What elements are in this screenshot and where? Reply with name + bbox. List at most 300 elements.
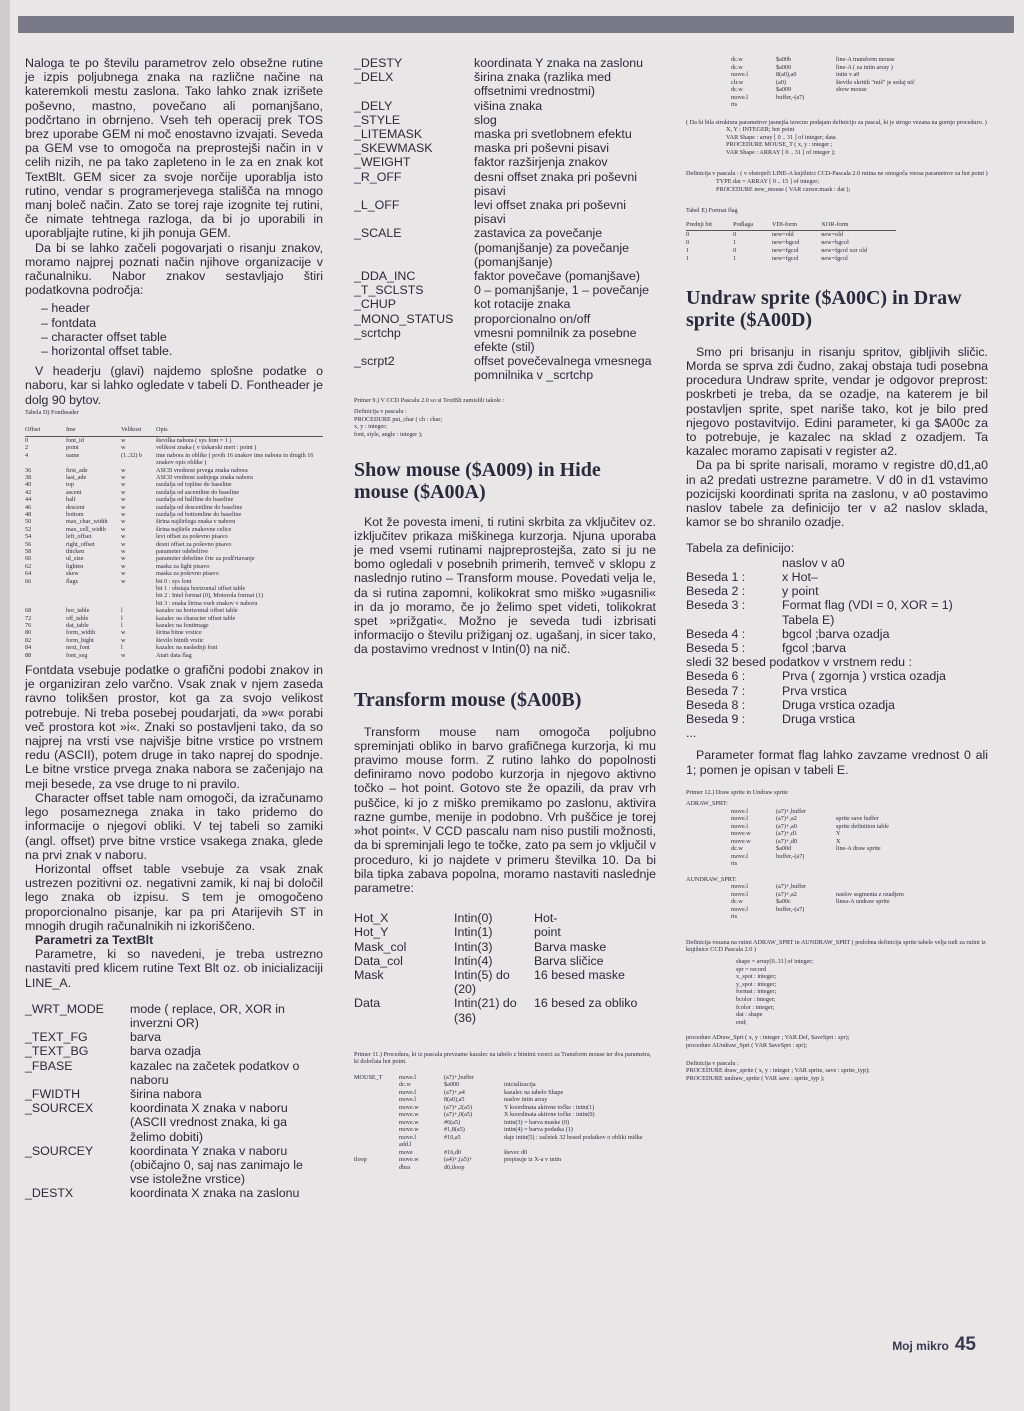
table-cell: l	[121, 622, 123, 630]
table-cell: w	[121, 436, 126, 444]
table-cell: form_hight	[66, 636, 94, 644]
code-cell	[776, 860, 836, 868]
code-line: spr = record	[736, 965, 766, 973]
code-row	[354, 1096, 656, 1104]
code-cell	[776, 913, 836, 921]
table-cell: 1	[686, 254, 690, 262]
param-name: _T_SCLSTS	[354, 283, 424, 298]
code-cell	[686, 86, 731, 94]
table-cell: razdalja od bottomline do baseline	[156, 510, 242, 518]
param-desc: desni offset znaka pri poševni pisavi	[474, 169, 638, 198]
code-cell: (a7)+,a0	[776, 822, 797, 830]
code-cell	[686, 823, 731, 831]
table-cell: half	[66, 496, 76, 504]
code-cell	[776, 876, 836, 884]
table-cell: 54	[25, 533, 32, 541]
code-row	[354, 1089, 656, 1097]
code-cell: tloop	[354, 1156, 367, 1164]
param-name: _DESTY	[354, 56, 403, 70]
page-number: 45	[954, 1334, 976, 1355]
code-row	[354, 1164, 656, 1172]
param-name: _L_OFF	[354, 198, 400, 213]
param-name: _DDA_INC	[354, 269, 416, 284]
param-name: Beseda 5 :	[686, 640, 746, 655]
code-cell	[731, 800, 776, 808]
code-cell: move.l	[731, 807, 749, 815]
code-cell: rts	[731, 860, 738, 868]
code-cell: buffer,-(a7)	[776, 93, 805, 101]
param-desc: Prva vrstica	[782, 683, 847, 698]
code-cell: inicializacija	[504, 1081, 536, 1089]
code-cell: (a7)+,d1	[776, 830, 798, 838]
code-cell	[836, 94, 988, 102]
code-cell	[444, 1141, 504, 1149]
table-cell: w	[121, 518, 126, 526]
table-cell: razdalja od topline do baseline	[156, 481, 232, 489]
definition-lines-2	[686, 178, 988, 193]
code-cell	[504, 1141, 656, 1149]
code-cell: move.w	[731, 830, 751, 838]
table-cell: off_table	[66, 614, 89, 622]
param-name: _CHUP	[354, 297, 396, 312]
table-cell: name	[66, 451, 80, 459]
param-desc: offset povečevalnega vmesnega pomnilnika v _scrtchp	[474, 354, 652, 383]
table-cell: 44	[25, 496, 32, 504]
table-caption: Tabela D) Fontheader	[25, 408, 79, 416]
example-11-title: Primer 11.) Procedura, ki iz pascala prevzame kazalec na tabelo z bitnimi vzorci za Transform mouse ter dva parametra, ki določata hot point.	[354, 1050, 652, 1066]
subheading: Parametri za TextBlt	[35, 932, 154, 947]
code-cell: (a7)+,d0	[776, 837, 798, 845]
table-cell: razdalja od descentline do baseline	[156, 503, 243, 511]
table-cell: 88	[25, 651, 32, 659]
param-desc: 0 – pomanjšanje, 1 – povečanje	[474, 283, 649, 298]
code-cell: move.l	[399, 1133, 417, 1141]
code-row	[686, 876, 988, 884]
table-cell: maska za light pisavo	[156, 562, 210, 570]
code-row	[686, 101, 988, 109]
param-desc: levi offset znaka pri poševni pisavi	[474, 198, 626, 227]
paragraph: Da bi se lahko začeli pogovarjati o risanju znakov, moramo najprej poznati način njihove organizacije v računalniku. Nabor znakov sestavljajo štiri podatkovna področja:	[25, 240, 323, 298]
table-row	[686, 230, 896, 239]
code-line: procedure AUndraw_Sprt ( VAR SaveSprt : spr);	[686, 1041, 808, 1049]
code-cell: dc.w	[731, 845, 743, 853]
header-bar	[18, 16, 1014, 33]
code-cell: $a00d	[776, 845, 792, 853]
column-header: XOR-form	[821, 221, 896, 231]
table-row	[25, 467, 323, 474]
table-cell: 40	[25, 481, 32, 489]
param-cell: Mask	[354, 967, 384, 982]
param-desc: y point	[782, 584, 819, 599]
section-heading-show-mouse: Show mouse ($A009) in Hide mouse ($A00A)	[354, 458, 601, 503]
code-cell: add.l	[399, 1141, 412, 1149]
code-cell	[354, 1089, 399, 1097]
definition-words-list-2	[686, 669, 988, 726]
param-name: _WRT_MODE	[25, 1001, 104, 1016]
example-11-code	[354, 1074, 656, 1172]
table-cell: 0	[733, 230, 737, 238]
code-row	[686, 891, 988, 899]
table-cell: 60	[25, 555, 32, 563]
code-cell: move.w	[399, 1126, 419, 1134]
param-name: Beseda 6 :	[686, 669, 746, 684]
code-cell: število skritih "miš" je sedaj nič	[836, 78, 915, 86]
code-row	[686, 883, 988, 891]
code-line: PROCEDURE undraw_sprite ( VAR save : sprite_typ );	[686, 1074, 825, 1082]
code-cell: intin(3) = barva maske (0)	[504, 1118, 569, 1126]
table-cell: w	[121, 444, 126, 452]
code-cell: (a7)+,a4	[444, 1088, 465, 1096]
code-cell: (a7)+,buffer	[776, 807, 807, 815]
table-cell: 1	[733, 238, 737, 246]
column-header: Podlaga	[733, 221, 772, 231]
param-desc: x Hot–	[782, 569, 818, 584]
code-cell: MOUSE_T	[354, 1073, 383, 1081]
column-header: Offset	[25, 426, 66, 436]
code-cell: sprite save buffer	[836, 815, 879, 823]
list-item: – fontdata	[41, 316, 323, 330]
table-cell: w	[121, 488, 126, 496]
param-name: Beseda 3 :	[686, 598, 746, 613]
table-cell: 62	[25, 562, 32, 570]
definition-table-title: Tabela za definicijo:	[686, 541, 795, 556]
table-row	[25, 555, 323, 562]
code-cell: move.w	[399, 1156, 419, 1164]
code-cell: move.l	[731, 815, 749, 823]
pascal-definitions	[686, 1060, 988, 1083]
table-cell: 48	[25, 510, 32, 518]
table-cell: ul_size	[66, 555, 84, 563]
code-row	[686, 860, 988, 868]
table-cell: font_seg	[66, 651, 88, 659]
code-cell: X	[836, 837, 841, 845]
code-cell: move	[399, 1148, 413, 1156]
code-cell	[686, 101, 731, 109]
table-row	[25, 436, 323, 444]
column-header: Opis	[156, 426, 323, 436]
code-cell: d0,tloop	[444, 1163, 465, 1171]
code-cell: 8(a0),a0	[776, 71, 797, 78]
paragraph: Parametre, ki so navedeni, je treba ustrezno nastaviti pred klicem rutine Text Blt oz. ob inicializaciji LINE_A.	[25, 947, 323, 990]
table-cell: flags	[66, 577, 79, 585]
code-cell: intin(4) = barva podatka (1)	[504, 1126, 573, 1134]
table-cell: parameter odebelitve	[156, 547, 209, 555]
code-row	[686, 906, 988, 914]
code-cell: #1,8(a5)	[444, 1126, 465, 1134]
code-cell	[686, 64, 731, 72]
code-cell: (a7)+,buffer	[776, 883, 807, 891]
param-name: _scrpt2	[354, 354, 395, 369]
table-cell: right_offset	[66, 540, 95, 548]
table-cell: 0	[733, 246, 737, 254]
table-row	[686, 255, 896, 263]
mouse-params-table	[354, 911, 656, 1025]
table-cell: (1..32) b	[121, 451, 143, 459]
table-cell: 38	[25, 473, 32, 481]
code-listing-continued	[686, 56, 988, 109]
param-name: Beseda 2 :	[686, 584, 746, 599]
param-cell: Hot_Y	[354, 925, 389, 940]
param-desc: koordinata Y znaka v naboru (običajno 0, saj nas zanimajo le vse istoležne vrstice)	[130, 1143, 303, 1187]
table-cell: 66	[25, 577, 32, 585]
table-cell: l	[121, 607, 123, 615]
param-desc: faktor razširjenja znakov	[474, 155, 608, 170]
code-row	[686, 845, 988, 853]
paragraph: Horizontal offset table vsebuje za vsak znak ustrezen pozitivni oz. negativni zamik, ki naj bi določil lego znaka ob izpisu. S tem je omogočeno proporcionalno pisanje, kar pa pri Atarijevih ST in mnogih drugih računalnikih ni izkoriščeno.	[25, 861, 323, 933]
param-desc: barva	[130, 1030, 161, 1045]
table-cell: 1	[686, 246, 690, 254]
param-cell: 16 besed za obliko	[534, 996, 638, 1011]
param-desc: zastavica za povečanje (pomanjšanje) za povečanje (pomanjšanje)	[474, 226, 629, 269]
code-cell: clr.w	[731, 78, 744, 86]
param-name: _WEIGHT	[354, 155, 411, 170]
table-cell: w	[121, 547, 126, 555]
code-cell	[354, 1081, 399, 1089]
param-name: _DESTX	[25, 1186, 74, 1201]
table-cell: w	[121, 466, 126, 474]
code-cell: move.w	[731, 837, 751, 845]
code-line: Definicija v pascalu :	[686, 1059, 739, 1067]
code-cell: line-A ( za intin array )	[836, 63, 893, 71]
table-cell: w	[121, 577, 126, 585]
table-cell: 36	[25, 466, 32, 474]
param-cell: Data	[354, 996, 381, 1011]
definition-note-3: Definicija vezana na rutini ADRAW_SPRT in AUNDRAW_SPRT ( podobna definicija sprite tabele velja tudi za rutini iz knjižnice CCD Pascala 2.0 )	[686, 938, 986, 954]
code-cell: rts	[731, 913, 738, 921]
code-row	[686, 71, 988, 79]
table-cell: kazalec na character offset table	[156, 614, 236, 622]
example-9-code	[354, 408, 656, 438]
code-cell	[686, 808, 731, 816]
table-cell: 0	[686, 230, 690, 238]
code-cell: daje intin(5) : začetek 32 besed podatkov o obliki miške	[504, 1133, 643, 1141]
table-cell: bit 0 : sys font bit 1 : obstaja horizontal offset table bit 2 : Intel format (0), Motorola format (1) bit 3 : enaka širina vseh znakov v naboru	[156, 577, 264, 607]
table-cell: w	[121, 651, 126, 659]
table-cell: w	[121, 533, 126, 541]
param-name: _DELX	[354, 70, 394, 85]
page-footer	[892, 1334, 976, 1356]
param-name: Beseda 8 :	[686, 697, 746, 712]
code-line: y_spot : integer;	[736, 980, 777, 988]
code-cell	[354, 1164, 399, 1172]
code-cell: $a000	[776, 63, 792, 71]
param-desc: Druga vrstica	[782, 711, 855, 726]
code-cell	[836, 860, 988, 868]
table-row	[25, 496, 323, 503]
code-cell: Y	[836, 830, 841, 838]
table-cell: new=old	[821, 230, 844, 238]
param-name: _FWIDTH	[25, 1086, 81, 1101]
code-line: x, y : integer;	[354, 423, 387, 431]
table-cell: first_ade	[66, 466, 88, 474]
param-desc: koordinata X znaka na zaslonu	[130, 1186, 300, 1201]
code-line: TYPE dat = ARRAY [ 0 .. 15 ] of integer;	[716, 178, 820, 186]
definition-note: sledi 32 besed podatkov v vrstnem redu :	[686, 655, 912, 670]
code-cell: move.l	[399, 1088, 417, 1096]
code-cell	[836, 876, 988, 884]
code-row	[354, 1141, 656, 1149]
param-desc: slog	[474, 112, 497, 127]
code-cell	[354, 1149, 399, 1157]
code-cell	[504, 1074, 656, 1082]
code-cell	[686, 815, 731, 823]
code-row	[354, 1104, 656, 1112]
code-line: PROCEDURE new_mouse ( VAR cursor.mask : dat );	[716, 185, 851, 193]
table-row	[686, 239, 896, 247]
table-cell: 46	[25, 503, 32, 511]
table-cell: point	[66, 444, 79, 452]
section-heading-undraw-sprite: Undraw sprite ($A00C) in Draw sprite ($A00D)	[686, 286, 962, 331]
code-cell: buffer,-(a7)	[776, 852, 805, 860]
param-name: _MONO_STATUS	[354, 311, 454, 326]
code-cell: kazalec na tabelo Shape	[504, 1088, 564, 1096]
code-cell	[354, 1134, 399, 1142]
code-cell: move.l	[731, 890, 749, 898]
code-cell: prepisuje iz X-a v intin	[504, 1156, 562, 1164]
code-cell: $a000	[444, 1081, 460, 1089]
code-cell: show mouse	[836, 86, 867, 93]
table-cell: razdalja od halfline do baseline	[156, 496, 234, 504]
code-cell	[686, 838, 731, 846]
code-cell	[686, 853, 731, 861]
param-cell: Intin(0)	[454, 911, 493, 926]
table-cell: top	[66, 481, 74, 489]
code-cell: dc.w	[731, 86, 743, 93]
data-areas-list	[25, 301, 323, 358]
code-line: VAR Shape : ARRAY [ 0 .. 31 ] of integer );	[726, 148, 836, 156]
code-cell	[686, 860, 731, 868]
param-desc: maska pri svetlobnem efektu	[474, 127, 632, 142]
table-row	[25, 511, 323, 518]
code-row	[686, 64, 988, 72]
code-cell: dc.w	[731, 898, 743, 906]
format-flag-table	[686, 221, 896, 263]
column-header: Prednji bit	[686, 221, 733, 231]
code-row	[354, 1134, 656, 1142]
code-cell: $a009	[776, 86, 792, 93]
param-cell: Hot_X	[354, 911, 389, 926]
table-cell: w	[121, 570, 126, 578]
code-cell: rts	[731, 101, 738, 108]
code-cell	[686, 913, 731, 921]
param-desc: mode ( replace, OR, XOR in inverzni OR)	[130, 1001, 285, 1030]
code-cell: ADRAW_SPRT:	[686, 800, 728, 808]
code-row	[354, 1156, 656, 1164]
table-cell: 58	[25, 547, 32, 555]
param-name: Beseda 1 :	[686, 569, 746, 584]
code-cell	[354, 1111, 399, 1119]
table-cell: new=old	[771, 230, 794, 238]
table-cell: left_offset	[66, 533, 92, 541]
code-cell: naslov segmenta z ozadjem	[836, 890, 904, 898]
code-cell: move.l	[399, 1073, 417, 1081]
table-cell: descent	[66, 503, 85, 511]
table-cell: širina bitne vrstice	[156, 629, 202, 637]
param-desc: višina znaka	[474, 98, 543, 113]
table-cell: ASCII vrednost zadnjega znaka nabora	[156, 473, 253, 481]
code-cell: #6(a5)	[444, 1118, 461, 1126]
table-row	[25, 570, 323, 577]
column-header: Ime	[66, 426, 121, 436]
code-cell	[776, 101, 836, 109]
table-cell: kazalec na fontimage	[156, 622, 209, 630]
code-cell	[686, 883, 731, 891]
section-heading-transform-mouse: Transform mouse ($A00B)	[354, 688, 582, 711]
code-cell: 8(a0),a5	[444, 1096, 465, 1104]
param-cell: Intin(21) do (36)	[454, 996, 517, 1025]
param-desc: maska pri poševni pisavi	[474, 141, 609, 156]
table-cell: w	[121, 473, 126, 481]
code-cell: linea-A undraw sprite	[836, 898, 890, 906]
procedure-definitions	[686, 1034, 988, 1049]
code-cell	[686, 56, 731, 64]
code-cell: intin v a0	[836, 71, 860, 78]
table-row	[25, 533, 323, 540]
example-12-draw-code	[686, 800, 988, 868]
code-cell	[686, 906, 731, 914]
table-cell: lighten	[66, 562, 84, 570]
example-12-undraw-code	[686, 876, 988, 921]
table-cell: 84	[25, 644, 32, 652]
param-cell: Intin(4)	[454, 953, 493, 968]
param-name: Beseda 4 :	[686, 626, 746, 641]
code-cell: (a7)+,2(a5)	[444, 1103, 473, 1111]
table-cell: w	[121, 636, 126, 644]
param-desc: vmesni pomnilnik za posebne efekte (stil)	[474, 325, 637, 355]
code-row	[686, 913, 988, 921]
textblt-params-list	[25, 1002, 323, 1201]
code-cell: move.w	[399, 1111, 419, 1119]
table-row	[25, 637, 323, 644]
code-cell	[686, 71, 731, 79]
table-cell: 52	[25, 525, 32, 533]
paragraph: Kot že povesta imeni, ti rutini skrbita za vključitev oz. izključitev prikaza miškinega kurzorja. Njuna uporaba je med vsemi rutinami najpreprostejša, zato si ju ne bomo ogledali v posebnih primerih, temveč v sklopu z naslednjo rutino – Transform mouse. Povedati velja le, da si rutina zapomni, kolikokrat smo miško »ugasnili« in da jo moramo, če jo želimo spet videti, tolikokrat spet »prižgati«. Možno je seveda tudi izbrisati informacijo o številu prižiganj oz. ugašanj, in sicer tako, da postavimo vrednost v Intin(0) na nič.	[354, 514, 656, 657]
table-cell: font_id	[66, 436, 84, 444]
code-cell: (a7)+,a2	[776, 890, 797, 898]
code-cell	[686, 79, 731, 87]
code-cell: (a7)+,buffer	[444, 1073, 475, 1081]
table-cell: max_char_width	[66, 518, 108, 526]
code-row	[686, 800, 988, 808]
code-line: end;	[736, 1018, 747, 1026]
code-row	[354, 1149, 656, 1157]
code-cell: #16,d0	[444, 1148, 462, 1156]
table-cell: w	[121, 629, 126, 637]
code-row	[354, 1074, 656, 1082]
table-row	[25, 629, 323, 636]
list-item: – horizontal offset table.	[41, 344, 323, 358]
paragraph: Transform mouse nam omogoča poljubno spreminjati obliko in barvo grafičnega kurzorja, ki mu pravimo mouse form. Z rutino lahko do popolnosti definiramo novo podobo kurzorja in njegovo aktivno točko – hot point. Gotovo ste že opazili, da prav vrh puščice, ki jo z miško premikamo po zaslonu, aktivira razne gumbe, menije in podobno. Vrh puščice je torej »hot point«. V CCD pascalu nam niso pustili možnosti, da bi spreminjali lego te točke, zato pa sem jo vključil v proceduro, ki jo najdete v primeru številka 10. Da bi bila tipka zabava popolna, moramo nastaviti naslednje parametre:	[354, 724, 656, 895]
table-row	[25, 578, 323, 608]
code-cell	[836, 853, 988, 861]
table-cell: 0	[686, 238, 690, 246]
code-cell: (a7)+,a2	[776, 815, 797, 823]
param-desc: širina nabora	[130, 1086, 202, 1101]
table-cell: 1	[733, 254, 737, 262]
column-3	[686, 56, 988, 1082]
table-cell: maska za poševno pisavo	[156, 570, 219, 578]
table-cell: število bitnih vrstic	[156, 636, 204, 644]
code-row	[686, 815, 988, 823]
code-cell: (a7)+,0(a5)	[444, 1111, 473, 1119]
code-cell: line-A draw sprite	[836, 845, 881, 853]
table-cell: ASCII vrednost prvega znaka nabora	[156, 466, 248, 474]
code-cell: $a00c	[776, 898, 791, 906]
table-cell: new=fgcol	[771, 246, 799, 254]
table-cell: parameter debeline črte za podčrtavanje	[156, 555, 255, 563]
table-cell: kazalec na horizontal offset table	[156, 607, 238, 615]
code-line: dat : shape	[736, 1011, 763, 1019]
